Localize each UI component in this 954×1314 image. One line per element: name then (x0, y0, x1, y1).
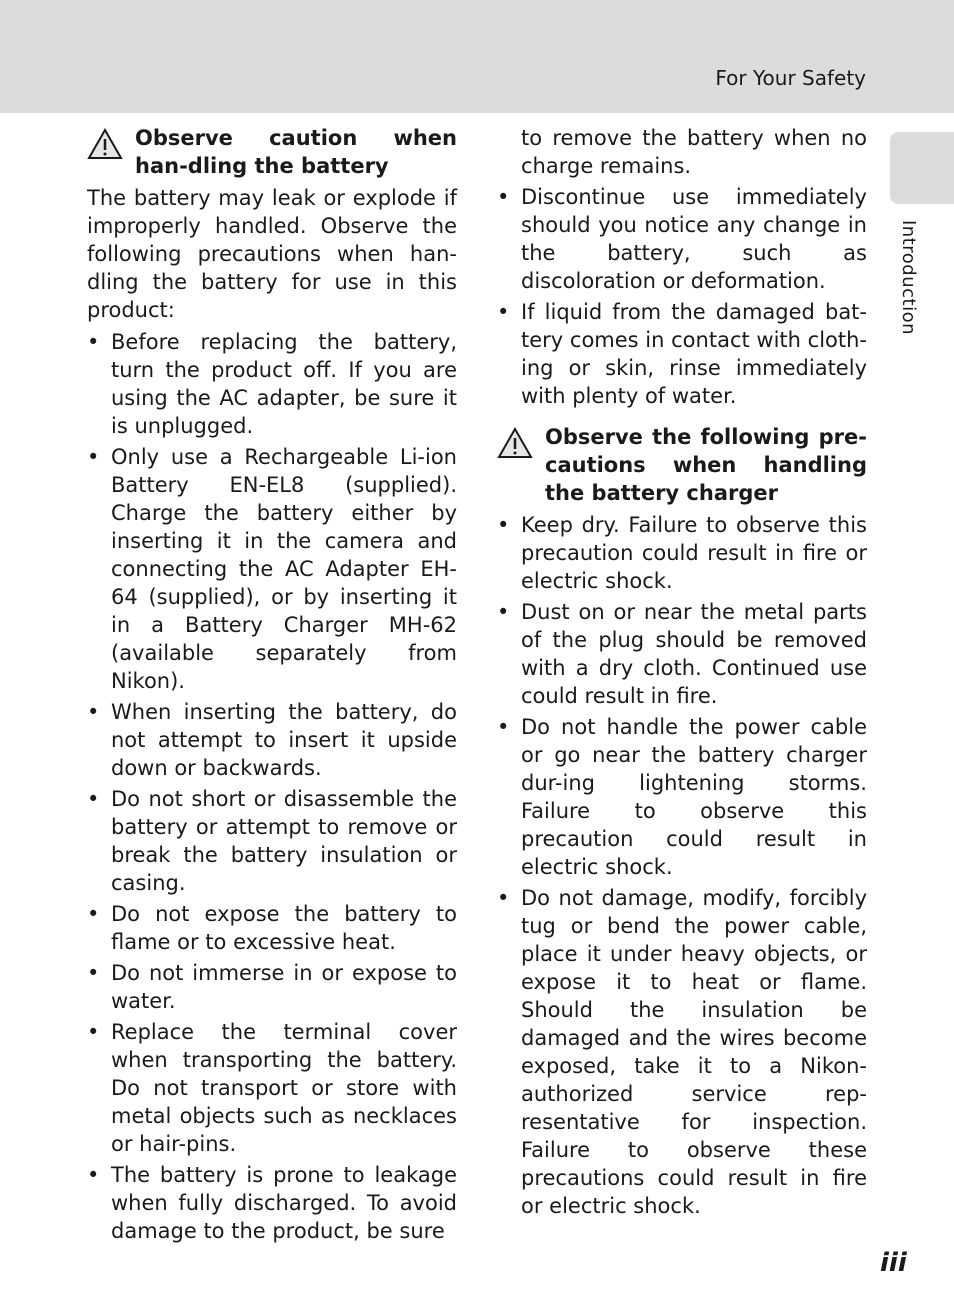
bullet-dot: • (87, 1020, 100, 1044)
battery-precautions-list (87, 328, 457, 1245)
list-item-text: Do not immerse in or expose to water. (111, 961, 457, 1013)
warning-triangle-icon (87, 128, 123, 160)
list-item-text: Keep dry. Failure to observe this precaution could result in fire or electric shock. (521, 513, 867, 593)
section-tab-label: Introduction (898, 220, 919, 336)
list-item (87, 785, 457, 897)
page-number: iii (880, 1248, 907, 1278)
page-header-title: For Your Safety (715, 66, 866, 90)
bullet-dot: • (87, 330, 100, 354)
heading-text: Observe caution when han-dling the battery (135, 126, 457, 178)
bullet-dot: • (497, 300, 510, 324)
bullet-dot: • (87, 787, 100, 811)
right-column (497, 124, 867, 1223)
list-item-text: Discontinue use immediately should you notice any change in the battery, such as discoloration or deformation. (521, 185, 867, 293)
charger-precautions-list (497, 511, 867, 1220)
list-item-text: Dust on or near the metal parts of the plug should be removed with a dry cloth. Continued use could result in fire. (521, 600, 867, 708)
bullet-dot: • (87, 961, 100, 985)
battery-caution-heading (87, 124, 457, 180)
list-item (87, 1018, 457, 1158)
list-item (87, 959, 457, 1015)
header-band (0, 0, 954, 113)
list-item (87, 1161, 457, 1245)
intro-paragraph: The battery may leak or explode if improperly handled. Observe the following precautions when han-dling the battery for use in this product: (87, 186, 457, 322)
list-item (87, 698, 457, 782)
bullet-dot: • (497, 513, 510, 537)
list-item-text: Do not expose the battery to flame or to excessive heat. (111, 902, 457, 954)
list-item (87, 328, 457, 440)
charger-caution-heading (497, 423, 867, 507)
list-item (87, 900, 457, 956)
list-item-text: When inserting the battery, do not attempt to insert it upside down or backwards. (111, 700, 457, 780)
list-item (87, 443, 457, 695)
warning-triangle-icon (497, 427, 533, 459)
list-item-text: Do not damage, modify, forcibly tug or bend the power cable, place it under heavy objects, or expose it to heat or flame. Should the insulation be damaged and the wires become exposed, take it to a Nikon-authorized service rep-resentative for inspection. Failure to observe these precautions could result in fire or electric shock. (521, 886, 867, 1218)
list-item (497, 598, 867, 710)
bullet-dot: • (87, 1163, 100, 1187)
left-column (87, 124, 457, 1248)
list-item-text: Before replacing the battery, turn the product off. If you are using the AC adapter, be sure it is unplugged. (111, 330, 457, 438)
bullet-dot: • (497, 886, 510, 910)
battery-precautions-list-continued (497, 183, 867, 410)
bullet-dot: • (87, 902, 100, 926)
bullet-dot: • (87, 445, 100, 469)
section-gap (497, 413, 867, 423)
list-item (497, 713, 867, 881)
list-item-text: The battery is prone to leakage when fully discharged. To avoid damage to the product, be sure (111, 1163, 457, 1243)
list-item-text: If liquid from the damaged bat-tery comes in contact with cloth-ing or skin, rinse immediately with plenty of water. (521, 300, 867, 408)
bullet-dot: • (497, 185, 510, 209)
bullet-dot: • (497, 600, 510, 624)
list-item-text: Do not short or disassemble the battery or attempt to remove or break the battery insulation or casing. (111, 787, 457, 895)
list-item (497, 298, 867, 410)
continued-text: to remove the battery when no charge remains. (521, 126, 867, 178)
heading-text: Observe the following pre-cautions when handling the battery charger (545, 425, 867, 505)
list-item-text: Do not handle the power cable or go near the battery charger dur-ing lightening storms. Failure to observe this precaution could result in electric shock. (521, 715, 867, 879)
bullet-dot: • (87, 700, 100, 724)
bullet-dot: • (497, 715, 510, 739)
list-item-text: Only use a Rechargeable Li-ion Battery EN-EL8 (supplied). Charge the battery either by inserting it in the camera and connecting the AC Adapter EH-64 (supplied), or by inserting it in a Battery Charger MH-62 (available separately from Nikon). (111, 445, 457, 693)
list-item (497, 183, 867, 295)
list-item (497, 884, 867, 1220)
list-item-text: Replace the terminal cover when transporting the battery. Do not transport or store with metal objects such as necklaces or hair-pins. (111, 1020, 457, 1156)
list-item (497, 511, 867, 595)
section-tab (890, 132, 954, 204)
